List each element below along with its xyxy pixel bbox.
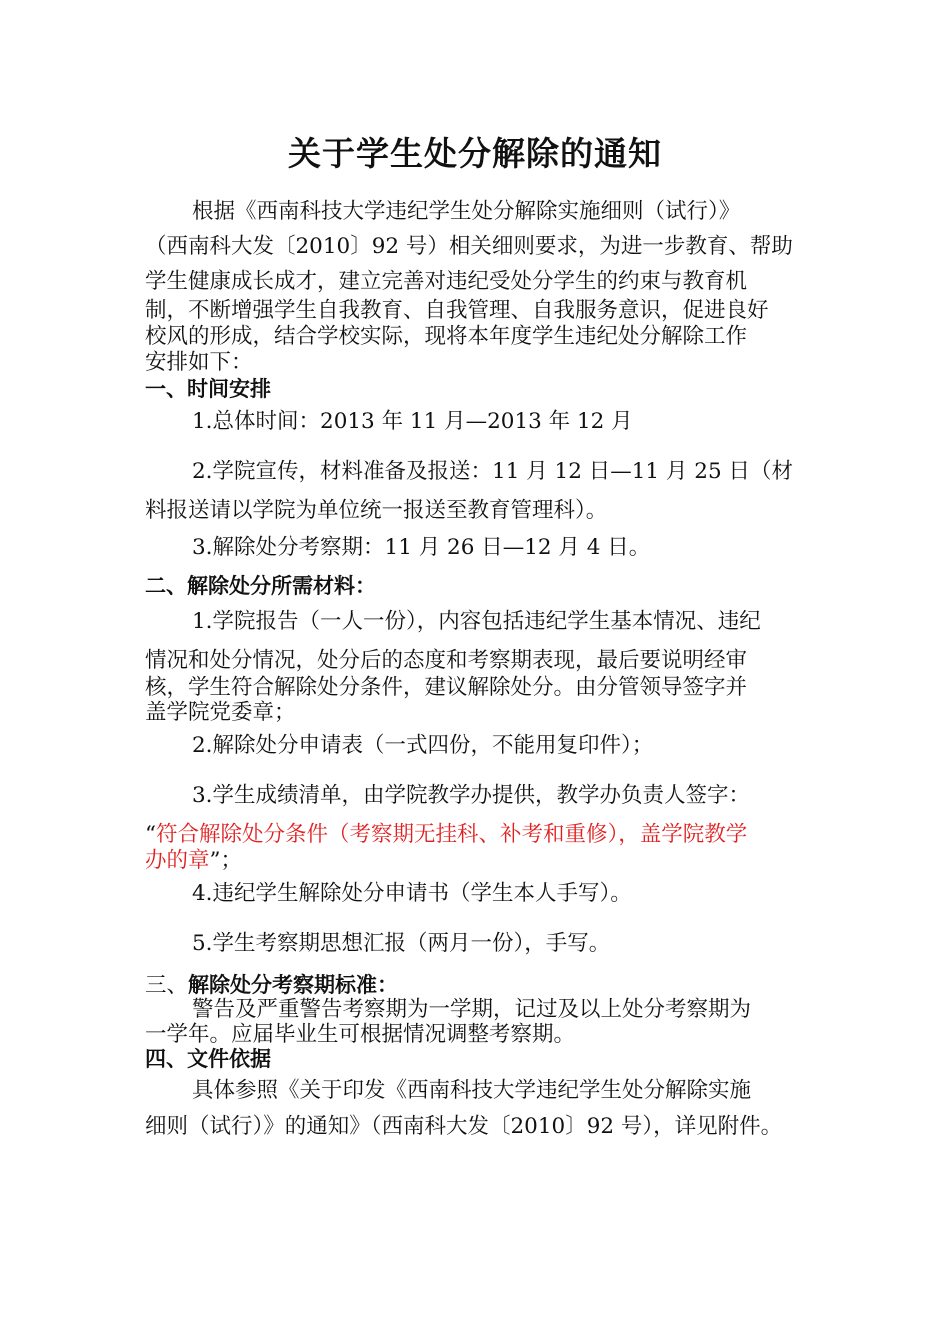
section3-heading-text: 解除处分考察期标准： (188, 973, 399, 997)
section3-line: 一学年。应届毕业生可根据情况调整考察期。 (145, 1022, 576, 1047)
section2-item1-cont: 核，学生符合解除处分条件，建议解除处分。由分管领导签字并 (145, 675, 748, 700)
section4-heading: 四、文件依据 (145, 1047, 271, 1071)
section2-item4: 4.违纪学生解除处分申请书（学生本人手写）。 (192, 881, 632, 906)
intro-line: 学生健康成长成才，建立完善对违纪受处分学生的约束与教育机 (145, 269, 748, 294)
section2-heading: 二、解除处分所需材料： (145, 574, 376, 598)
section2-item3: 3.学生成绩清单，由学院教学办提供，教学办负责人签字： (192, 783, 751, 808)
section2-item5: 5.学生考察期思想汇报（两月一份），手写。 (192, 931, 611, 956)
intro-line: 安排如下： (145, 350, 253, 375)
section1-item3: 3.解除处分考察期：11 月 26 日—12 月 4 日。 (192, 535, 651, 560)
section1-item2-cont: 料报送请以学院为单位统一报送至教育管理科）。 (145, 498, 608, 523)
intro-line: （西南科大发〔2010〕92 号）相关细则要求，为进一步教育、帮助 (145, 234, 793, 259)
intro-line: 制，不断增强学生自我教育、自我管理、自我服务意识，促进良好 (145, 298, 769, 323)
intro-line: 根据《西南科技大学违纪学生处分解除实施细则（试行）》 (192, 199, 741, 224)
quote-open: “ (145, 822, 156, 847)
section2-item1-cont: 情况和处分情况，处分后的态度和考察期表现，最后要说明经审 (145, 648, 748, 673)
quote-close: ”； (209, 848, 243, 873)
section2-item3-red-cont (145, 846, 815, 876)
section1-item2: 2.学院宣传，材料准备及报送：11 月 12 日—11 月 25 日（材 (192, 459, 793, 484)
section2-item2: 2.解除处分申请表（一式四份，不能用复印件）； (192, 733, 654, 758)
red-highlight-text: 办的章 (145, 848, 210, 873)
section2-item1-cont: 盖学院党委章； (145, 700, 296, 725)
document-title: 关于学生处分解除的通知 (288, 134, 662, 173)
section3-line: 警告及严重警告考察期为一学期，记过及以上处分考察期为 (192, 997, 752, 1022)
section3-heading-prefix: 三、 (145, 973, 189, 998)
red-highlight-text: 符合解除处分条件（考察期无挂科、补考和重修），盖学院教学 (156, 822, 748, 847)
section1-item1: 1.总体时间：2013 年 11 月—2013 年 12 月 (192, 409, 633, 434)
section2-item1: 1.学院报告（一人一份），内容包括违纪学生基本情况、违纪 (192, 609, 761, 634)
section4-line: 具体参照《关于印发《西南科技大学违纪学生处分解除实施 (192, 1078, 752, 1103)
intro-line: 校风的形成，结合学校实际，现将本年度学生违纪处分解除工作 (145, 324, 748, 349)
section1-heading: 一、时间安排 (145, 377, 271, 401)
section4-line: 细则（试行）》的通知》（西南科大发〔2010〕92 号），详见附件。 (145, 1114, 783, 1139)
